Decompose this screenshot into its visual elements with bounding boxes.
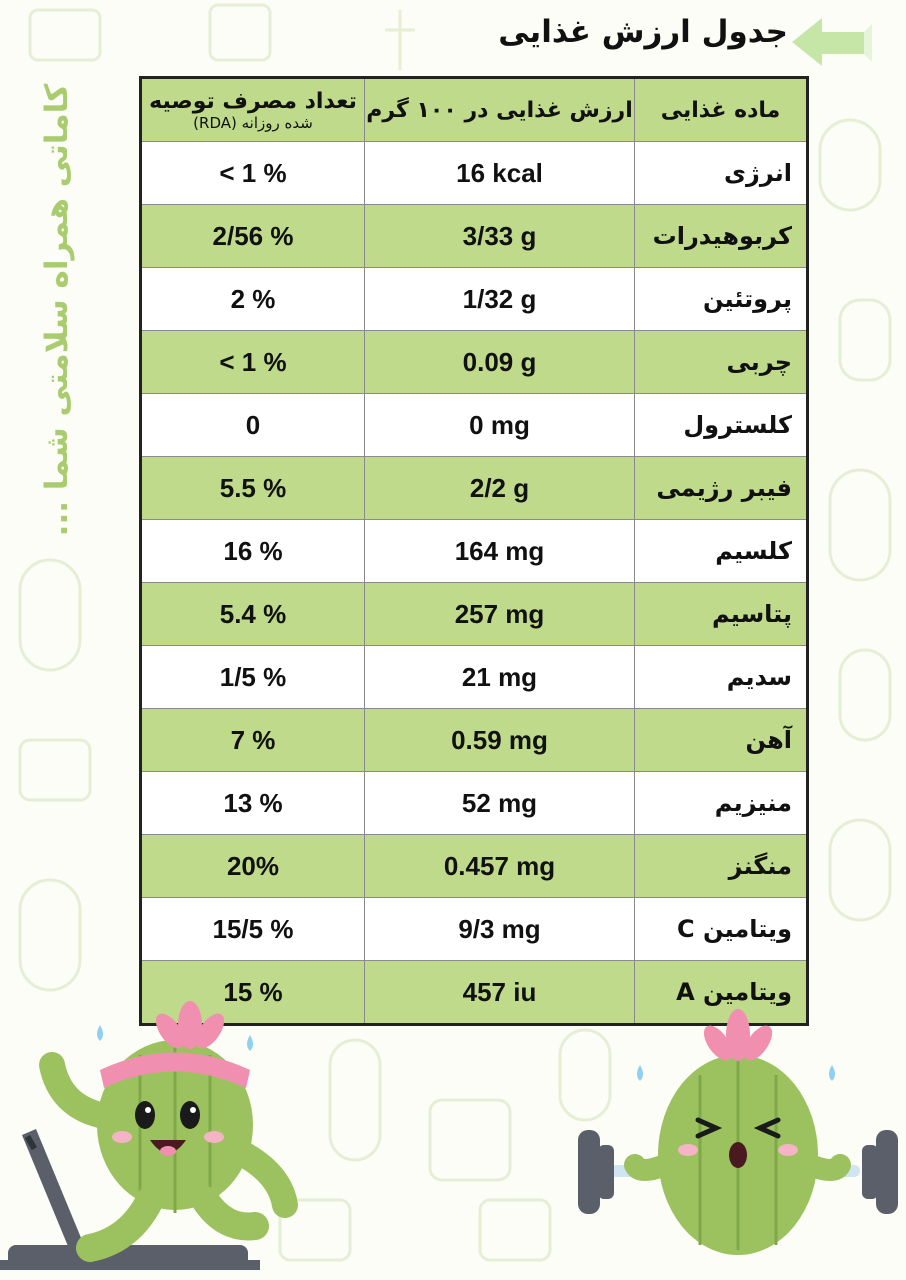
rda-cell: 15 % bbox=[141, 961, 365, 1025]
cactus-running-mascot bbox=[0, 995, 300, 1280]
table-row bbox=[141, 142, 808, 205]
rda-cell: 7 % bbox=[141, 709, 365, 772]
value-cell: 16 kcal bbox=[365, 142, 635, 205]
item-cell: منگنز bbox=[635, 835, 808, 898]
header-rda-line1: تعداد مصرف توصیه bbox=[149, 88, 357, 114]
header-value: ارزش غذایی در ۱۰۰ گرم bbox=[365, 78, 635, 142]
rda-cell: 13 % bbox=[141, 772, 365, 835]
table-row bbox=[141, 709, 808, 772]
value-cell: 2/2 g bbox=[365, 457, 635, 520]
rda-cell: 1/5 % bbox=[141, 646, 365, 709]
value-cell: 257 mg bbox=[365, 583, 635, 646]
slogan-vertical bbox=[12, 80, 102, 540]
header-rda bbox=[141, 78, 365, 142]
table-row bbox=[141, 583, 808, 646]
item-cell: کلسترول bbox=[635, 394, 808, 457]
item-cell: سدیم bbox=[635, 646, 808, 709]
rda-cell: 20% bbox=[141, 835, 365, 898]
table-row bbox=[141, 835, 808, 898]
header-rda-line2: شده روزانه (RDA) bbox=[193, 113, 313, 132]
value-cell: 164 mg bbox=[365, 520, 635, 583]
item-cell: کلسیم bbox=[635, 520, 808, 583]
value-cell: 52 mg bbox=[365, 772, 635, 835]
table-row bbox=[141, 520, 808, 583]
item-cell: پتاسیم bbox=[635, 583, 808, 646]
rda-cell: < 1 % bbox=[141, 331, 365, 394]
item-cell: انرژی bbox=[635, 142, 808, 205]
item-cell: کربوهیدرات bbox=[635, 205, 808, 268]
rda-cell: 0 bbox=[141, 394, 365, 457]
value-cell: 1/32 g bbox=[365, 268, 635, 331]
table-header-row bbox=[141, 78, 808, 142]
item-cell: فیبر رژیمی bbox=[635, 457, 808, 520]
rda-cell: 2/56 % bbox=[141, 205, 365, 268]
nutrition-table bbox=[139, 76, 809, 1026]
table-row bbox=[141, 394, 808, 457]
page-title: جدول ارزش غذایی bbox=[498, 14, 788, 50]
rda-cell: < 1 % bbox=[141, 142, 365, 205]
rda-cell: 15/5 % bbox=[141, 898, 365, 961]
cactus-weightlifting-mascot bbox=[570, 1005, 906, 1280]
table-row bbox=[141, 898, 808, 961]
table-row bbox=[141, 331, 808, 394]
value-cell: 21 mg bbox=[365, 646, 635, 709]
value-cell: 0 mg bbox=[365, 394, 635, 457]
item-cell: پروتئین bbox=[635, 268, 808, 331]
rda-cell: 5.5 % bbox=[141, 457, 365, 520]
rda-cell: 2 % bbox=[141, 268, 365, 331]
value-cell: 3/33 g bbox=[365, 205, 635, 268]
value-cell: 457 iu bbox=[365, 961, 635, 1025]
value-cell: 0.09 g bbox=[365, 331, 635, 394]
value-cell: 9/3 mg bbox=[365, 898, 635, 961]
value-cell: 0.457 mg bbox=[365, 835, 635, 898]
item-cell: چربی bbox=[635, 331, 808, 394]
item-cell: آهن bbox=[635, 709, 808, 772]
item-cell: منیزیم bbox=[635, 772, 808, 835]
item-cell: ویتامین C bbox=[635, 898, 808, 961]
back-arrow-icon[interactable] bbox=[792, 14, 872, 74]
rda-cell: 16 % bbox=[141, 520, 365, 583]
slogan-text: کاماتی همراه سلامتی شما ... bbox=[39, 83, 75, 537]
value-cell: 0.59 mg bbox=[365, 709, 635, 772]
header-item: ماده غذایی bbox=[635, 78, 808, 142]
item-cell: ویتامین A bbox=[635, 961, 808, 1025]
table-row bbox=[141, 205, 808, 268]
table-row bbox=[141, 772, 808, 835]
table-row bbox=[141, 268, 808, 331]
rda-cell: 5.4 % bbox=[141, 583, 365, 646]
table-row bbox=[141, 457, 808, 520]
table-row bbox=[141, 646, 808, 709]
